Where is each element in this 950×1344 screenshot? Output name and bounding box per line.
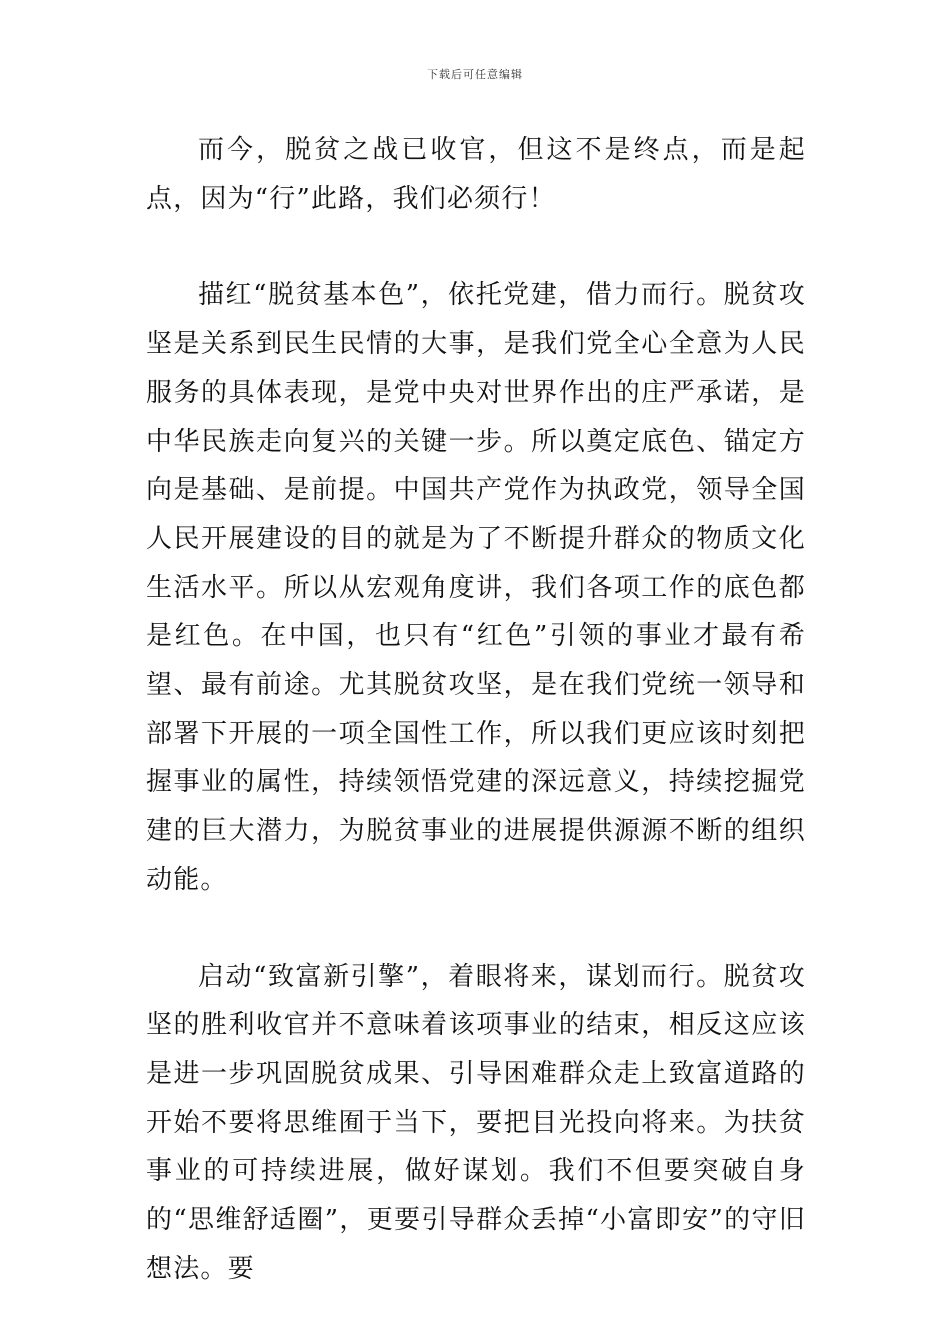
paragraph-gap xyxy=(146,905,806,953)
paragraph-prosperity-engine: 启动“致富新引擎”，着眼将来，谋划而行。脱贫攻坚的胜利收官并不意味着该项事业的结束，相反这应该是进一步巩固脱贫成果、引导困难群众走上致富道路的开始不要将思维囿于当下，要把目光投向将来。为扶贫事业的可持续进展，做好谋划。我们不但要突破自身的“思维舒适圈”，更要引导群众丢掉“小富即安”的守旧想法。要 xyxy=(146,961,806,1284)
document-body xyxy=(146,126,806,1293)
paragraph-gap xyxy=(146,223,806,271)
paragraph-intro: 而今，脱贫之战已收官，但这不是终点，而是起点，因为“行”此路，我们必须行！ xyxy=(146,135,806,214)
paragraph-party-building: 描红“脱贫基本色”，依托党建，借力而行。脱贫攻坚是关系到民生民情的大事，是我们党全心全意为人民服务的具体表现，是党中央对世界作出的庄严承诺，是中华民族走向复兴的关键一步。所以奠定底色、锚定方向是基础、是前提。中国共产党作为执政党，领导全国人民开展建设的目的就是为了不断提升群众的物质文化生活水平。所以从宏观角度讲，我们各项工作的底色都是红色。在中国，也只有“红色”引领的事业才最有希望、最有前途。尤其脱贫攻坚，是在我们党统一领导和部署下开展的一项全国性工作，所以我们更应该时刻把握事业的属性，持续领悟党建的深远意义，持续挖掘党建的巨大潜力，为脱贫事业的进展提供源源不断的组织动能。 xyxy=(146,280,806,895)
page-header: 下载后可任意编辑 xyxy=(427,68,523,81)
